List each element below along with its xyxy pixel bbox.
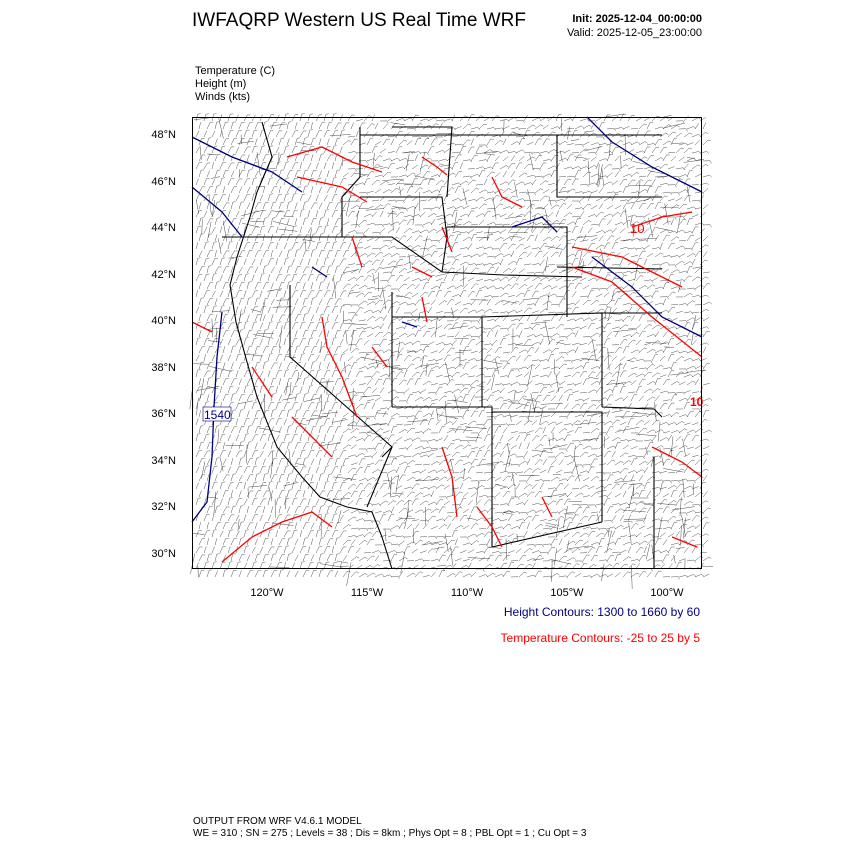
field-height-label: Height (m)	[195, 78, 247, 90]
model-config-line: WE = 310 ; SN = 275 ; Levels = 38 ; Dis = 8km ; Phys Opt = 8 ; PBL Opt = 1 ; Cu Opt = 3	[193, 828, 587, 839]
lat-label: 42°N	[151, 269, 176, 281]
temp-contour-label-e: 10	[690, 395, 704, 409]
lat-label: 38°N	[151, 362, 176, 374]
lon-label: 120°W	[250, 587, 284, 599]
field-temperature-label: Temperature (C)	[195, 65, 276, 77]
field-winds-label: Winds (kts)	[195, 91, 250, 103]
lat-label: 34°N	[151, 455, 176, 467]
lon-label: 110°W	[450, 587, 484, 599]
lat-label: 32°N	[151, 501, 176, 513]
lat-label: 40°N	[151, 315, 176, 327]
height-contour-label: 1540	[204, 408, 231, 422]
map-panel	[192, 117, 702, 569]
lat-label: 44°N	[151, 222, 176, 234]
height-contours-note: Height Contours: 1300 to 1660 by 60	[503, 605, 700, 619]
init-time: Init: 2025-12-04_00:00:00	[572, 13, 702, 25]
lat-label: 48°N	[151, 129, 176, 141]
temperature-contours-note: Temperature Contours: -25 to 25 by 5	[500, 631, 700, 645]
lat-label: 46°N	[151, 176, 176, 188]
lat-label: 36°N	[151, 408, 176, 420]
lat-label: 30°N	[151, 548, 176, 560]
valid-time: Valid: 2025-12-05_23:00:00	[567, 27, 702, 39]
temp-contour-label-ne: 10	[630, 221, 645, 236]
lon-label: 105°W	[550, 587, 584, 599]
model-info-line: OUTPUT FROM WRF V4.6.1 MODEL	[193, 816, 362, 827]
lon-label: 115°W	[350, 587, 384, 599]
lon-label: 100°W	[650, 587, 684, 599]
plot-title: IWFAQRP Western US Real Time WRF	[192, 10, 526, 31]
weather-map	[192, 117, 702, 569]
